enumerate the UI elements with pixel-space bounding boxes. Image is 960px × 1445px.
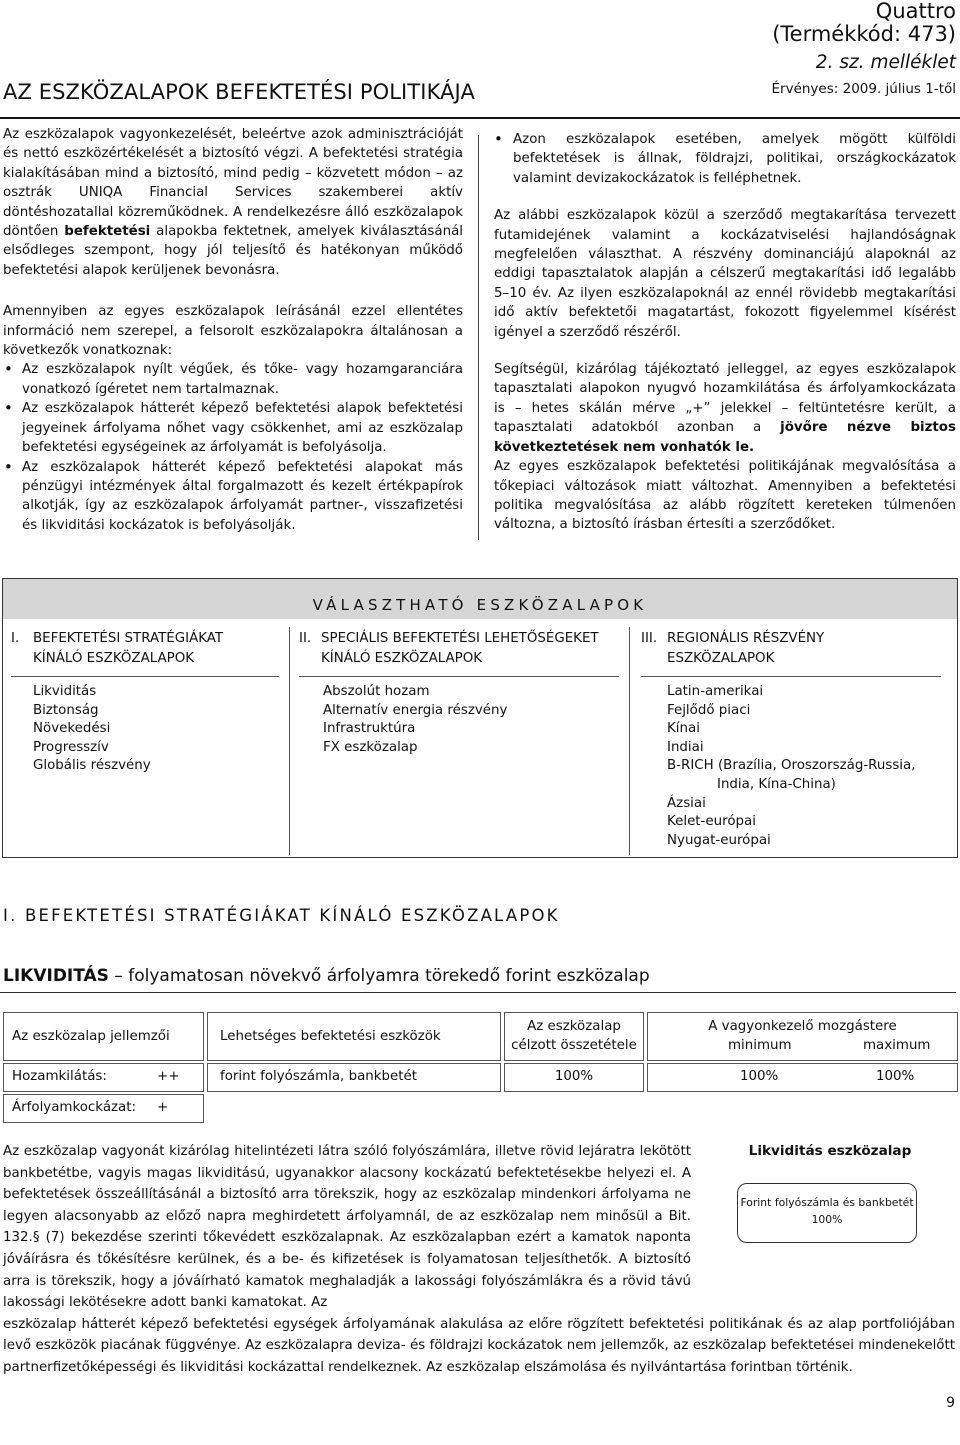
column-rule-2	[299, 676, 619, 677]
column-rule-1	[11, 676, 279, 677]
fund-item: Nyugat-európai	[667, 832, 771, 848]
available-funds-box	[2, 578, 958, 858]
fund-item: Abszolút hozam	[323, 684, 430, 699]
fund-list-2	[323, 683, 623, 757]
fund-item: Biztonság	[33, 702, 99, 718]
description-paragraph: eszközalap hátterét képező befektetési egységek árfolyamának alakulása az előre rögzített befektetési politikának és az alap portfoliójában levő eszközök piacának függvénye. Az eszközalapra deviza- és földrajzi kockázatok nem jellemzők, az eszközalap befektetései mindenekelőtt partnerfizetőképességi és likviditási kockázattal rendelkeznek. Az eszközalap elszámolása és nyilvántartása forintban történik.	[3, 1316, 955, 1375]
box-title: VÁLASZTHATÓ ESZKÖZALAPOK	[312, 596, 648, 614]
list-item: • Az eszközalapok hátterét képező befektetési alapok befektetési jegyeinek árfolyama nőhet vagy csökkenhet, ami az eszközalap befektetési egységeinek az árfolyamát is befolyásolja.	[3, 399, 463, 457]
fund-item: Progresszív	[33, 739, 109, 755]
fund-item: Növekedési	[33, 721, 111, 737]
fund-list-3	[667, 683, 947, 850]
left-column	[3, 125, 463, 535]
product-code: (Termékkód: 473)	[772, 22, 956, 46]
policy-change-paragraph: Az egyes eszközalapok befektetési politikájának megvalósítása a tőkepiaci változások miatt változhat. Amennyiben a befektetési politika megvalósítása az alább rögzített kereteken túlmenően változna, a biztosító írásban értesíti a szerződőket.	[494, 459, 956, 533]
header-meta	[772, 0, 957, 99]
column-divider	[629, 627, 630, 855]
guidance-paragraph: Segítségül, kizárólag tájékoztató jelleggel, az egyes eszközalapok tapasztalati alapokon nyugvó hozamkilátása és árfolyamkockázata is – hetes skálán mérve „+” jelekkel – feltüntetésre került, a tapasztalati adatokból azonban a jövőre nézve biztos következtetések nem vonhatók le.	[494, 362, 956, 455]
section-title: I. BEFEKTETÉSI STRATÉGIÁKAT KÍNÁLÓ ESZKÖZALAPOK	[3, 906, 560, 925]
liquidity-chart-title: Likviditás eszközalap	[748, 1143, 912, 1159]
foreign-risk-list	[494, 130, 956, 188]
composition-label: Forint folyószámla és bankbetét	[740, 1196, 914, 1209]
annex-label: 2. sz. melléklet	[815, 52, 956, 73]
intro-paragraph: Az eszközalapok vagyonkezelését, beleértve azok adminisztrációját és nettó eszközértékelését a biztosító végzi. A befektetési stratégia kialakításában mind a biztosító, mind pedig – közvetett módon – az osztrák UNIQA Financial Services szakemberei aktív döntéshozatallal közreműködnek. A rendelkezésre álló eszközalapok döntően befektetési alapokba fektetnek, amelyek kiválasztásánál elsődleges szempont, hogy jól teljesítő és hatékonyan működő befektetési alapok kerüljenek bevonásra.	[3, 127, 463, 278]
fund-item: Likviditás	[33, 684, 97, 699]
list-item: • Azon eszközalapok esetében, amelyek mögött külföldi befektetések is állnak, földrajzi, politikai, országkockázatok valamint devizakockázatok is felléphetnek.	[494, 130, 956, 188]
fund-title: LIKVIDITÁS – folyamatosan növekvő árfolyamra törekedő forint eszközalap	[3, 966, 650, 986]
fund-item: Kelet-európai	[667, 814, 756, 830]
fund-item: Latin-amerikai	[667, 684, 764, 699]
fund-item: Kínai	[667, 721, 700, 737]
general-terms-paragraph: Amennyiben az egyes eszközalapok leírásánál ezzel ellentétes információ nem szerepel, a felsorolt eszközalapokra általánosan a következők vonatkoznak:	[3, 304, 463, 359]
list-item: • Az eszközalapok nyílt végűek, és tőke- vagy hozamgaranciára vonatkozó ígéretet nem tartalmaznak.	[3, 360, 463, 399]
fund-item: Fejlődő piaci	[667, 702, 751, 718]
validity-date: Érvényes: 2009. július 1-től	[771, 81, 956, 97]
fund-item: India, Kína-China)	[717, 776, 836, 792]
column-heading-2: II. SPECIÁLIS BEFEKTETÉSI LEHETŐSÉGEKET KÍNÁLÓ ESZKÖZALAPOK	[299, 631, 599, 666]
table-header-possible: Lehetséges befektetési eszközök	[207, 1012, 501, 1061]
table-header-features: Az eszközalap jellemzői	[3, 1012, 204, 1061]
document-title: AZ ESZKÖZALAPOK BEFEKTETÉSI POLITIKÁJA	[3, 80, 475, 104]
column-heading-3: III. REGIONÁLIS RÉSZVÉNY ESZKÖZALAPOK	[641, 631, 825, 666]
page-number: 9	[946, 1395, 955, 1411]
table-cell-target: 100%	[504, 1063, 644, 1092]
general-terms-list	[3, 360, 463, 535]
column-divider	[289, 627, 290, 855]
fund-description	[3, 1141, 955, 1379]
table-cell-range: 100% 100%	[647, 1063, 958, 1092]
brand-name: Quattro	[875, 0, 956, 23]
description-paragraph: Az eszközalap vagyonát kizárólag hitelintézeti látra szóló folyószámlára, illetve rövid lejáratra lekötött bankbetétbe, vagyis magas likviditású, ugyanakkor alacsony kockázatú befektetésekbe helyezi el. A befektetések összeállításánál a biztosító arra törekszik, hogy az eszközalap mindenkori árfolyama ne legyen alacsonyabb az előző napra meghirdetett árfolyamnál, de az eszközalap nem minősül a Bit. 132.§ (7) bekezdése szerinti tőkevédett eszközalapnak. Az eszközalapban ezért a kamatok naponta jóváírásra és tőkésítésre kerülnek, és a be- és kifizetések is folyamatosan teljesíthetők. A biztosító arra is törekszik, hogy a jóváírható kamatok meghaladják a lakossági folyószámlákra és a rövid távú lakossági lekötésekre adott banki kamatokat. Az	[3, 1144, 691, 1311]
choice-paragraph: Az alábbi eszközalapok közül a szerződő megtakarítása tervezett futamidejének valamint a kockázatviselési hajlandóságnak megfelelően választhat. A részvény dominanciájú alapoknál az eddigi tapasztalatok alapján a célszerű megtakarítási idő legalább 5–10 év. Az ilyen eszközalapoknál az ennél rövidebb megtakarítási idő aktív befektetői magatartást, fokozott figyelemmel kísérést igényel a szerződő részéről.	[494, 208, 956, 340]
fund-item: Indiai	[667, 739, 704, 755]
fund-title-rule	[0, 992, 956, 993]
table-cell-asset: forint folyószámla, bankbetét	[207, 1063, 501, 1092]
column-divider	[478, 135, 479, 540]
column-heading-1: I. BEFEKTETÉSI STRATÉGIÁKAT KÍNÁLÓ ESZKÖZALAPOK	[11, 631, 224, 666]
table-header-target: Az eszközalap célzott összetétele	[504, 1012, 644, 1061]
column-rule-3	[641, 676, 941, 677]
table-row: Hozamkilátás: ++	[3, 1063, 204, 1092]
header-rule	[0, 117, 960, 119]
fund-item: B-RICH (Brazília, Oroszország-Russia,	[667, 758, 916, 774]
composition-value: 100%	[811, 1213, 843, 1226]
fund-item: Ázsiai	[667, 795, 706, 811]
table-row: Árfolyamkockázat: +	[3, 1094, 204, 1123]
list-item: • Az eszközalapok hátterét képező befektetési alapokat más pénzügyi intézmények által forgalmazott és kezelt értékpapírok alkotják, így az eszközalapok árfolyamát partner-, visszafizetési és likviditási kockázatok is befolyásolják.	[3, 458, 463, 536]
fund-list-1	[33, 683, 273, 776]
fund-item: FX eszközalap	[323, 739, 418, 755]
fund-item: Infrastruktúra	[323, 721, 416, 737]
fund-item: Alternatív energia részvény	[323, 702, 508, 718]
table-header-asset-manager: A vagyonkezelő mozgástere minimum maximum	[647, 1012, 958, 1061]
fund-item: Globális részvény	[33, 758, 151, 774]
right-column	[494, 130, 956, 535]
